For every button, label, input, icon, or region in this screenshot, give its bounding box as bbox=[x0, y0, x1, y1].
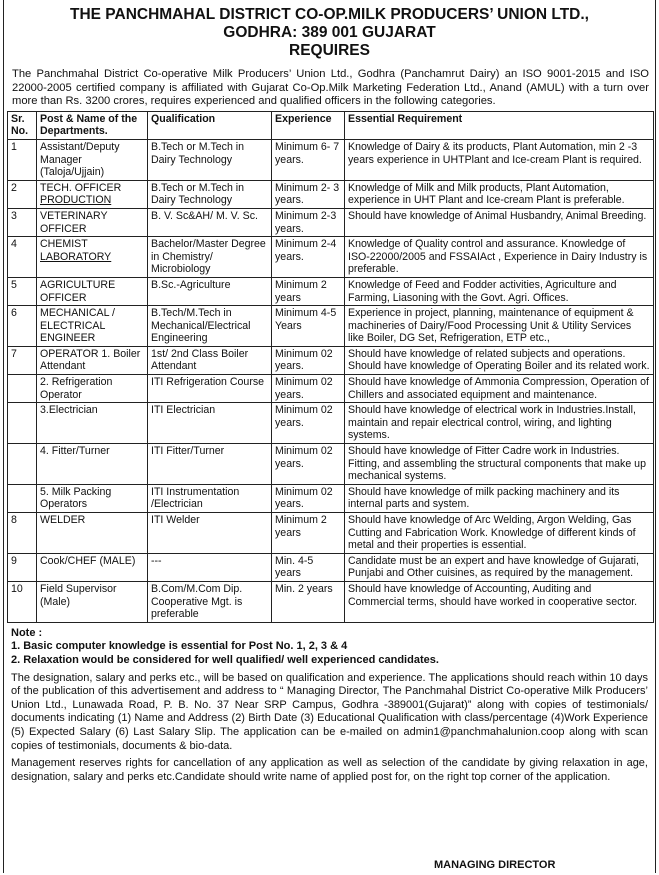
cell-post: Assistant/Deputy Manager (Taloja/Ujjain) bbox=[37, 139, 148, 180]
table-row bbox=[8, 403, 654, 444]
cell-requirement: Should have knowledge of milk packing machinery and its internal parts and system. bbox=[345, 484, 654, 512]
note-1: 1. Basic computer knowledge is essential for Post No. 1, 2, 3 & 4 bbox=[11, 640, 348, 653]
col-requirement: Essential Requirement bbox=[345, 111, 654, 139]
cell-sr: 4 bbox=[8, 237, 37, 278]
cell-requirement: Knowledge of Feed and Fodder activities, Agriculture and Farming, Liasoning with the Govt. Agri. Offices. bbox=[345, 277, 654, 305]
note-title: Note : bbox=[11, 626, 43, 639]
vacancy-table bbox=[7, 111, 654, 623]
table-row bbox=[8, 513, 654, 554]
cell-qualification: ITI Fitter/Turner bbox=[148, 444, 272, 485]
cell-post: 3.Electrician bbox=[37, 403, 148, 444]
cell-sr bbox=[8, 375, 37, 403]
cell-post: OPERATOR 1. Boiler Attendant bbox=[37, 346, 148, 374]
cell-experience: Minimum 02 years. bbox=[272, 484, 345, 512]
cell-qualification: ITI Electrician bbox=[148, 403, 272, 444]
table-row bbox=[8, 306, 654, 347]
cell-requirement: Candidate must be an expert and have knowledge of Gujarati, Punjabi and Other cuisines, as required by the management. bbox=[345, 553, 654, 581]
cell-sr: 8 bbox=[8, 513, 37, 554]
cell-qualification: ITI Welder bbox=[148, 513, 272, 554]
cell-experience: Minimum 2 years bbox=[272, 277, 345, 305]
cell-experience: Minimum 02 years. bbox=[272, 403, 345, 444]
management-rights: Management reserves rights for cancellation of any application as well as selection of the candidate by giving relaxation in age, designation, salary and perks etc.Candidate should write name of applied post for, on the right top corner of the application. bbox=[11, 757, 648, 783]
cell-requirement: Knowledge of Dairy & its products, Plant Automation, min 2 -3 years experience in UHTPlant and Ice-cream Plant is required. bbox=[345, 139, 654, 180]
cell-post: TECH. OFFICER PRODUCTION bbox=[37, 180, 148, 208]
intro-paragraph: The Panchmahal District Co-operative Milk Producers’ Union Ltd., Godhra (Panchamrut Dairy) an ISO 9001-2015 and ISO 22000-2005 certified company is affiliated with Gujarat Co-Op.Milk Marketing Federation Ltd., Anand (AMUL) with a turn over more than Rs. 3200 crores, requires experienced and qualified officers in the following categories. bbox=[12, 68, 649, 108]
cell-sr: 1 bbox=[8, 139, 37, 180]
cell-qualification: --- bbox=[148, 553, 272, 581]
cell-sr: 2 bbox=[8, 180, 37, 208]
cell-requirement: Should have knowledge of electrical work in Industries.Install, maintain and repair electrical control, wiring, and lighting systems. bbox=[345, 403, 654, 444]
table-row bbox=[8, 346, 654, 374]
cell-experience: Minimum 2 years bbox=[272, 513, 345, 554]
cell-experience: Minimum 6- 7 years. bbox=[272, 139, 345, 180]
cell-post: CHEMIST LABORATORY bbox=[37, 237, 148, 278]
cell-sr: 5 bbox=[8, 277, 37, 305]
cell-qualification: B. V. Sc&AH/ M. V. Sc. bbox=[148, 208, 272, 236]
cell-requirement: Should have knowledge of Accounting, Auditing and Commercial terms, should have worked in cooperative sector. bbox=[345, 581, 654, 622]
col-qualification: Qualification bbox=[148, 111, 272, 139]
cell-requirement: Experience in project, planning, maintenance of equipment & machineries of Dairy/Food Processing Unit & Utility Services like Boiler, DG Set, Refrigeration, ETP etc., bbox=[345, 306, 654, 347]
cell-qualification: 1st/ 2nd Class Boiler Attendant bbox=[148, 346, 272, 374]
col-post: Post & Name of the Departments. bbox=[37, 111, 148, 139]
org-name: THE PANCHMAHAL DISTRICT CO-OP.MILK PRODUCERS’ UNION LTD., bbox=[70, 6, 589, 23]
cell-sr: 6 bbox=[8, 306, 37, 347]
note-2: 2. Relaxation would be considered for well qualified/ well experienced candidates. bbox=[11, 653, 439, 666]
cell-qualification: B.Tech or M.Tech in Dairy Technology bbox=[148, 139, 272, 180]
cell-post: 2. Refrigeration Operator bbox=[37, 375, 148, 403]
cell-post: Cook/CHEF (MALE) bbox=[37, 553, 148, 581]
cell-sr bbox=[8, 484, 37, 512]
cell-qualification: B.Tech or M.Tech in Dairy Technology bbox=[148, 180, 272, 208]
cell-sr: 7 bbox=[8, 346, 37, 374]
cell-qualification: Bachelor/Master Degree in Chemistry/ Microbiology bbox=[148, 237, 272, 278]
cell-qualification: ITI Refrigeration Course bbox=[148, 375, 272, 403]
table-row bbox=[8, 444, 654, 485]
cell-sr bbox=[8, 444, 37, 485]
org-address: GODHRA: 389 001 GUJARAT bbox=[223, 24, 436, 41]
cell-post: 5. Milk Packing Operators bbox=[37, 484, 148, 512]
cell-experience: Minimum 02 years. bbox=[272, 444, 345, 485]
table-row bbox=[8, 237, 654, 278]
table-header-row bbox=[8, 111, 654, 139]
cell-experience: Min. 2 years bbox=[272, 581, 345, 622]
cell-experience: Minimum 2- 3 years. bbox=[272, 180, 345, 208]
cell-requirement: Knowledge of Milk and Milk products, Plant Automation, experience in UHT Plant and Ice-cream Plant is preferable. bbox=[345, 180, 654, 208]
table-row bbox=[8, 553, 654, 581]
cell-requirement: Should have knowledge of Fitter Cadre work in Industries. Fitting, and assembling the structural components that make up mechanical systems. bbox=[345, 444, 654, 485]
cell-requirement: Should have knowledge of Animal Husbandry, Animal Breeding. bbox=[345, 208, 654, 236]
cell-qualification: B.Sc.-Agriculture bbox=[148, 277, 272, 305]
table-body bbox=[8, 139, 654, 622]
application-instructions: The designation, salary and perks etc., will be based on qualification and experience. The applications should reach within 10 days of the publication of this advertisement and address to “ Managing Director, The Panchmahal District Co-operative Milk Producers’ Union Ltd., Lunawada Road, P. B. No. 37 Near SRP Campus, Godhra -389001(Gujarat)” along with copies of testimonials/ documents indicating (1) Name and Address (2) Birth Date (3) Educational Qualification with class/percentage (4)Work Experience (5) Expected Salary (6) Last Salary Slip. The application can be e-mailed on admin1@panchmahalunion.coop along with scan copies of testimonials, documents & bio-data. bbox=[11, 671, 648, 752]
header bbox=[4, 0, 655, 60]
notes-section bbox=[4, 623, 655, 785]
cell-experience: Minimum 2-4 years. bbox=[272, 237, 345, 278]
table-row bbox=[8, 139, 654, 180]
table-row bbox=[8, 581, 654, 622]
cell-sr: 9 bbox=[8, 553, 37, 581]
cell-post: MECHANICAL / ELECTRICAL ENGINEER bbox=[37, 306, 148, 347]
table-row bbox=[8, 375, 654, 403]
cell-requirement: Should have knowledge of related subjects and operations. Should have knowledge of Operating Boiler and its related work. bbox=[345, 346, 654, 374]
cell-qualification: ITI Instrumentation /Electrician bbox=[148, 484, 272, 512]
cell-experience: Minimum 2-3 years. bbox=[272, 208, 345, 236]
col-sr: Sr. No. bbox=[8, 111, 37, 139]
cell-requirement: Knowledge of Quality control and assurance. Knowledge of ISO-22000/2005 and FSSAIAct , Experience in Dairy Industry is preferable. bbox=[345, 237, 654, 278]
table-row bbox=[8, 484, 654, 512]
signature: MANAGING DIRECTOR bbox=[434, 859, 556, 871]
col-experience: Experience bbox=[272, 111, 345, 139]
cell-post: WELDER bbox=[37, 513, 148, 554]
cell-experience: Minimum 02 years. bbox=[272, 346, 345, 374]
table-row bbox=[8, 180, 654, 208]
table-row bbox=[8, 277, 654, 305]
advertisement-page bbox=[3, 0, 656, 873]
requires-heading: REQUIRES bbox=[289, 42, 370, 59]
cell-qualification: B.Com/M.Com Dip. Cooperative Mgt. is preferable bbox=[148, 581, 272, 622]
cell-requirement: Should have knowledge of Ammonia Compression, Operation of Chillers and associated equipment and maintenance. bbox=[345, 375, 654, 403]
cell-post: Field Supervisor (Male) bbox=[37, 581, 148, 622]
cell-requirement: Should have knowledge of Arc Welding, Argon Welding, Gas Cutting and Fabrication Work. Knowledge of different kinds of metal and their properties is essential. bbox=[345, 513, 654, 554]
cell-sr bbox=[8, 403, 37, 444]
cell-experience: Minimum 4-5 Years bbox=[272, 306, 345, 347]
cell-experience: Min. 4-5 years bbox=[272, 553, 345, 581]
cell-sr: 3 bbox=[8, 208, 37, 236]
cell-post: AGRICULTURE OFFICER bbox=[37, 277, 148, 305]
cell-experience: Minimum 02 years. bbox=[272, 375, 345, 403]
cell-post: VETERINARY OFFICER bbox=[37, 208, 148, 236]
cell-post: 4. Fitter/Turner bbox=[37, 444, 148, 485]
table-row bbox=[8, 208, 654, 236]
cell-qualification: B.Tech/M.Tech in Mechanical/Electrical Engineering bbox=[148, 306, 272, 347]
cell-sr: 10 bbox=[8, 581, 37, 622]
